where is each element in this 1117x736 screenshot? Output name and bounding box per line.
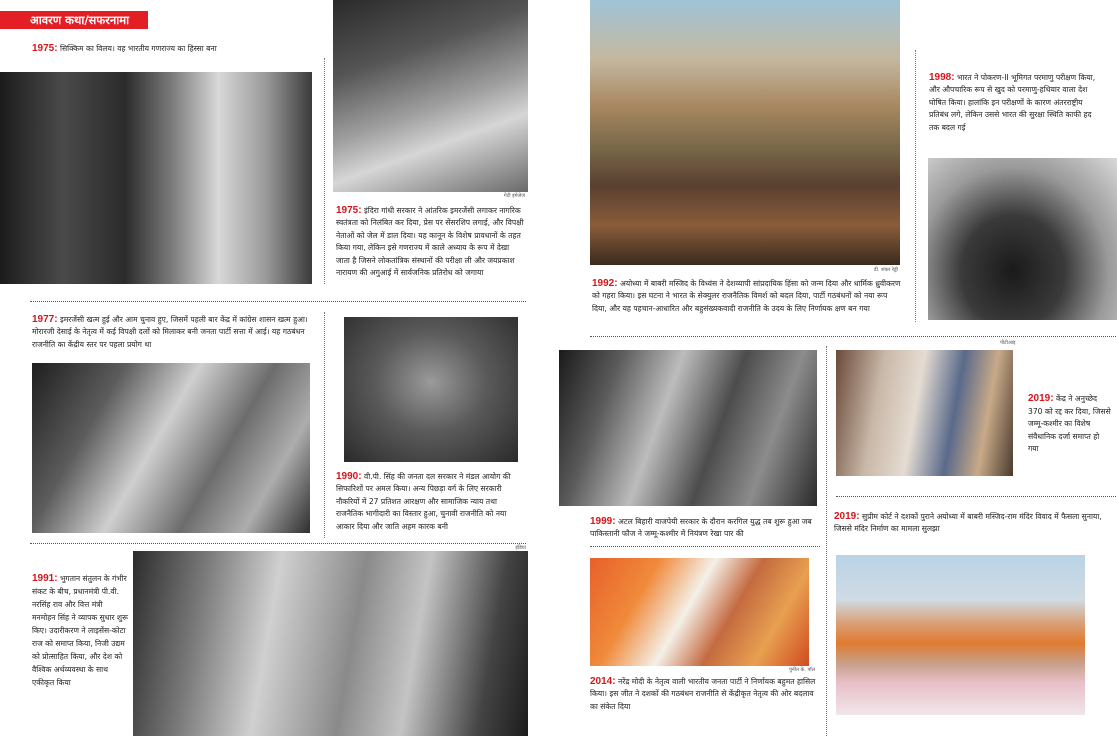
photo-sikkim-meeting bbox=[0, 72, 312, 284]
year-label: 1998: bbox=[929, 72, 955, 83]
year-label: 1975: bbox=[336, 205, 362, 216]
row-divider bbox=[30, 301, 526, 302]
row-divider bbox=[30, 543, 526, 544]
caption-2019-article-370 bbox=[1028, 393, 1112, 456]
column-divider bbox=[826, 346, 827, 736]
year-label: 1990: bbox=[336, 471, 362, 482]
photo-credit: पीटीआइ bbox=[1000, 340, 1016, 346]
caption-text: सुप्रीम कोर्ट ने दशकों पुराने अयोध्या में बाबरी मस्जिद-राम मंदिर विवाद में फैसला सुनाया, जिससे मंदिर निर्माण का मामला सुलझा bbox=[834, 512, 1102, 534]
photo-kashmir-leaders bbox=[836, 350, 1013, 476]
caption-text: नरेंद्र मोदी के नेतृत्व वाली भारतीय जनता पार्टी ने निर्णायक बहुमत हासिल किया। इस जीत ने दशकों की गठबंधन राजनीति से केंद्रीकृत नेतृत्व की ओर बदलाव का संकेत दिया bbox=[590, 677, 816, 711]
photo-narasimha-rao-manmohan bbox=[133, 551, 528, 736]
caption-1992 bbox=[592, 278, 902, 315]
year-label: 1991: bbox=[32, 573, 58, 584]
caption-text: केंद्र ने अनुच्छेद 370 को रद्द कर दिया, जिससे जम्मू-कश्मीर का विशेष संवैधानिक दर्जा समाप्त हो गया bbox=[1028, 394, 1111, 454]
photo-credit: डी. शंकर रेड्डी bbox=[873, 267, 898, 273]
caption-2014 bbox=[590, 676, 820, 713]
caption-text: भुगतान संतुलन के गंभीर संकट के बीच, प्रधानमंत्री पी.वी. नरसिंह राव और वित्त मंत्री मनमोहन सिंह ने व्यापक सुधार शुरू किए। उदारीकरण ने लाइसेंस-कोटा राज को समाप्त किया, निजी उद्यम को प्रोत्साहित किया, और देश को वैश्विक अर्थव्यवस्था के साथ एकीकृत किया bbox=[32, 574, 128, 687]
photo-credit: पुनीत के. पॉल bbox=[789, 667, 815, 673]
caption-1975-emergency bbox=[336, 205, 524, 279]
photo-ram-mandir bbox=[836, 555, 1085, 715]
year-label: 1977: bbox=[32, 314, 58, 325]
caption-text: इंदिरा गांधी सरकार ने आंतरिक इमरजेंसी लगाकर नागरिक स्वतंत्रता को निलंबित कर दिया, प्रेस पर सेंसरशिप लगाई, और विपक्षी नेताओं को जेल में डाल दिया। यह कानून के विशेष प्रावधानों के तहत किया गया, लेकिन इसे गणराज्य में काले अध्याय के रूप में देखा जाता है जिसने लोकतांत्रिक संस्थानों की परीक्षा ली और जयप्रकाश नारायण की अगुआई में सार्वजनिक प्रतिरोध को जगाया bbox=[336, 206, 524, 278]
caption-2019-ayodhya bbox=[834, 511, 1104, 536]
photo-pokhran-crater bbox=[928, 158, 1117, 320]
section-tag: आवरण कथा/सफरनामा bbox=[0, 11, 148, 29]
photo-narendra-modi bbox=[590, 558, 809, 666]
caption-text: अयोध्या में बाबरी मस्जिद के विध्वंस ने देशव्यापी सांप्रदायिक हिंसा को जन्म दिया और धार्मिक ध्रुवीकरण को गहरा किया। इस घटना ने भारत के सेक्युलर राजनैतिक विमर्श को बदल दिया, पार्टी गठबंधनों को नया रूप दिया, और यह पहचान-आधारित और बहुसंख्यकवादी राजनीति के उदय के लिए निर्णायक क्षण बन गया bbox=[592, 279, 901, 313]
year-label: 1975: bbox=[32, 43, 58, 54]
photo-vp-singh bbox=[344, 317, 518, 462]
caption-text: इमरजेंसी खत्म हुई और आम चुनाव हुए, जिसमें पहली बार केंद्र में कांग्रेस शासन खत्म हुआ। मोरारजी देसाई के नेतृत्व में कई विपक्षी दलों को मिलाकर बनी जनता पार्टी सत्ता में आई। यह गठबंधन राजनीति का केंद्रीय स्तर पर पहला प्रयोग था bbox=[32, 315, 308, 349]
row-divider bbox=[590, 546, 820, 547]
caption-1999 bbox=[590, 516, 840, 541]
photo-credit: गेटी इमेजेज bbox=[503, 193, 525, 199]
caption-1998 bbox=[929, 72, 1099, 134]
year-label: 2019: bbox=[834, 511, 860, 522]
photo-babri-demolition bbox=[590, 0, 900, 265]
photo-credit: इंडिया bbox=[515, 545, 526, 551]
photo-indira-gandhi bbox=[333, 0, 528, 192]
year-label: 1992: bbox=[592, 278, 618, 289]
photo-janata-party bbox=[32, 363, 310, 533]
caption-text: वी.पी. सिंह की जनता दल सरकार ने मंडल आयोग की सिफारिशों पर अमल किया। अन्य पिछड़ा वर्ग के लिए सरकारी नौकरियों में 27 प्रतिशत आरक्षण और सामाजिक न्याय तथा राजनैतिक भागीदारी का विस्तार हुआ, चुनावी राजनीति को नया आकार दिया और जाति अहम कारक बनी bbox=[336, 472, 511, 531]
caption-text: भारत ने पोकरण-II भूमिगत परमाणु परीक्षण किया, और औपचारिक रूप से खुद को परमाणु-हथियार वाला देश घोषित किया। हालांकि इन परीक्षणों के कारण अंतरराष्ट्रीय प्रतिबंध लगे, लेकिन उससे भारत की सुरक्षा स्थिति काफी हद तक बदल गई bbox=[929, 73, 1096, 132]
year-label: 2014: bbox=[590, 676, 616, 687]
caption-1977 bbox=[32, 314, 322, 351]
caption-text: सिक्किम का विलय। वह भारतीय गणराज्य का हिस्सा बना bbox=[60, 44, 217, 53]
year-label: 1999: bbox=[590, 516, 616, 527]
row-divider bbox=[590, 336, 1117, 337]
column-divider bbox=[324, 312, 325, 538]
caption-1975-sikkim bbox=[32, 43, 322, 55]
caption-1990 bbox=[336, 471, 526, 533]
column-divider bbox=[324, 58, 325, 284]
photo-kargil-troops bbox=[559, 350, 817, 506]
column-divider bbox=[915, 50, 916, 322]
caption-text: अटल बिहारी वाजपेयी सरकार के दौरान करगिल युद्ध तब शुरू हुआ जब पाकिस्तानी फौज ने जम्मू-कश्मीर में नियंत्रण रेखा पार की bbox=[590, 517, 812, 539]
caption-1991 bbox=[32, 572, 128, 689]
row-divider bbox=[836, 496, 1116, 497]
year-label: 2019: bbox=[1028, 393, 1054, 404]
